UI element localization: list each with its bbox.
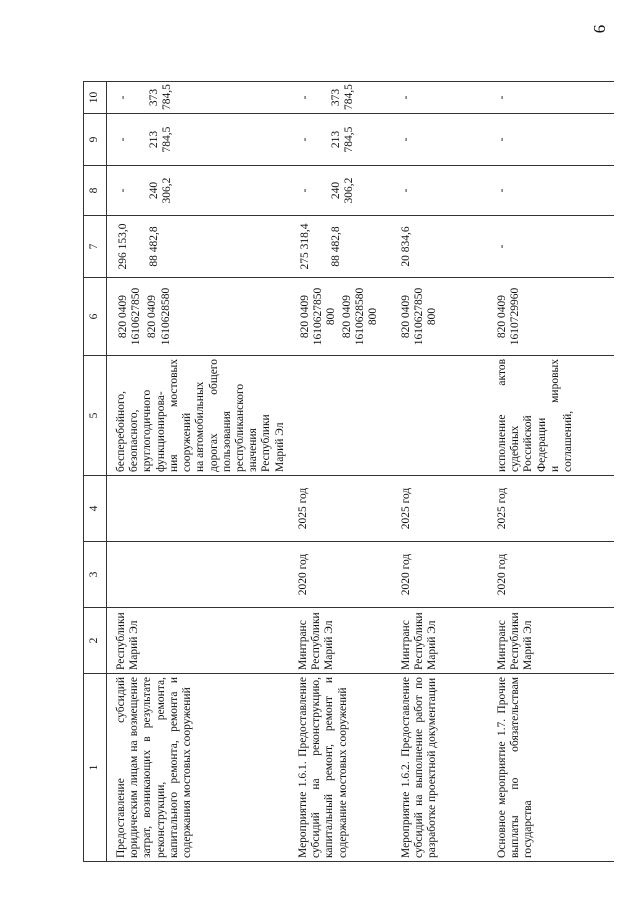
amount-cell-2020: -	[486, 216, 614, 278]
amount: -	[298, 188, 311, 193]
amount: 213 784,5	[148, 126, 174, 153]
amount-cell-2023: -	[390, 82, 486, 114]
result-cell	[287, 356, 390, 476]
amount-cell-2021	[287, 166, 390, 216]
start-year-cell: 2020 год	[486, 542, 614, 608]
amount-cell-2020	[287, 216, 390, 278]
activity-description: Мероприятие 1.6.2. Предоставление субсидий на выполнение работ по разработке проектной документации	[390, 674, 486, 862]
header-cell: 2	[84, 608, 107, 674]
end-year-cell: 2025 год	[287, 476, 390, 542]
executor-cell: Минтранс Республики Марий Эл	[287, 608, 390, 674]
result-line: исполнение актов	[495, 359, 508, 472]
table-row	[287, 82, 390, 862]
budget-code-cell	[287, 278, 390, 356]
result-line: дорогах общего	[207, 359, 220, 472]
budget-code-cell	[107, 278, 287, 356]
amount: 296 153,0	[117, 223, 129, 270]
amount-cell-2020	[107, 216, 287, 278]
program-table	[83, 81, 614, 862]
result-line: безопасного,	[128, 409, 141, 472]
amount-cell-2020: 20 834,6	[390, 216, 486, 278]
end-year-cell: 2025 год	[486, 476, 614, 542]
executor-cell: Республики Марий Эл	[107, 608, 287, 674]
amount: 240 306,2	[148, 177, 174, 204]
amount-cell-2022	[287, 114, 390, 166]
start-year-cell: 2020 год	[390, 542, 486, 608]
amount: -	[298, 137, 311, 142]
header-cell: 3	[84, 542, 107, 608]
result-line: круглогодичного	[141, 389, 154, 472]
budget-code-cell: 820 0409 1610627850 800	[390, 278, 486, 356]
result-line: и мировых	[548, 359, 561, 472]
result-line: Федерации	[535, 417, 548, 472]
page-number: 9	[590, 24, 609, 34]
amount-cell-2023: -	[486, 82, 614, 114]
amount: 88 482,8	[330, 226, 343, 267]
budget-code-cell: 820 0409 1610729960	[486, 278, 614, 356]
amount: 373 784,5	[148, 84, 174, 110]
start-year-cell	[107, 542, 287, 608]
result-line: ния мостовых	[167, 359, 180, 472]
result-line: соглашений,	[561, 410, 574, 472]
amount: 88 482,8	[148, 226, 161, 267]
amount: 213 784,5	[330, 126, 356, 153]
activity-description: Мероприятие 1.6.1. Предоставление субсидий на реконструкцию, капитальный ремонт, ремонт и содержание мостовых сооружений	[287, 674, 390, 862]
amount: -	[117, 137, 129, 142]
budget-code: 820 0409 1610628580 800	[340, 287, 379, 346]
header-cell: 9	[84, 114, 107, 166]
result-cell	[390, 356, 486, 476]
rotated-table-wrapper	[83, 82, 603, 862]
result-cell	[486, 356, 614, 476]
amount: -	[117, 95, 129, 100]
executor-cell: Минтранс Республики Марий Эл	[390, 608, 486, 674]
result-line: Марий Эл	[273, 422, 286, 472]
result-line: на автомобильных	[194, 381, 207, 472]
activity-description: Предоставление субсидий юридическим лицам на возмещение затрат, возникающих в результате реконструкции, ремонта, капитального ремонта, ремонта и содержания мостовых сооружений	[107, 674, 287, 862]
header-cell: 7	[84, 216, 107, 278]
budget-code: 820 0409 1610627850	[117, 287, 143, 346]
activity-description: Основное мероприятие 1.7. Прочие выплаты по обязательствам государства	[486, 674, 614, 862]
amount-cell-2021: -	[390, 166, 486, 216]
amount-cell-2021	[107, 166, 287, 216]
result-cell	[107, 356, 287, 476]
amount-cell-2023	[107, 82, 287, 114]
amount-cell-2022: -	[486, 114, 614, 166]
budget-code: 820 0409 1610628580	[146, 287, 172, 346]
amount: 240 306,2	[330, 177, 356, 204]
header-row	[84, 82, 107, 862]
header-cell: 4	[84, 476, 107, 542]
header-cell: 5	[84, 356, 107, 476]
amount: -	[117, 188, 129, 193]
result-line: судебных	[509, 425, 522, 472]
amount-cell-2022	[107, 114, 287, 166]
result-line: Республики	[260, 414, 273, 472]
amount-cell-2023	[287, 82, 390, 114]
executor-cell: Минтранс Республики Марий Эл	[486, 608, 614, 674]
amount: 275 318,4	[298, 223, 311, 270]
start-year-cell: 2020 год	[287, 542, 390, 608]
table-row	[107, 82, 287, 862]
amount-cell-2022: -	[390, 114, 486, 166]
amount: 373 784,5	[330, 84, 356, 110]
budget-code: 820 0409 1610627850 800	[298, 287, 338, 346]
result-line: республиканского	[233, 383, 246, 472]
header-cell: 10	[84, 82, 107, 114]
table-row	[486, 82, 614, 862]
header-cell: 6	[84, 278, 107, 356]
result-line: сооружений	[181, 412, 194, 472]
table-row	[390, 82, 486, 862]
result-line: функционирова-	[154, 391, 167, 472]
end-year-cell: 2025 год	[390, 476, 486, 542]
amount-cell-2021: -	[486, 166, 614, 216]
result-line: значения	[247, 428, 260, 472]
amount: -	[298, 95, 311, 100]
result-line: пользования	[220, 411, 233, 472]
end-year-cell	[107, 476, 287, 542]
result-line: бесперебойного,	[115, 390, 127, 472]
result-line: Российской	[522, 415, 535, 472]
header-cell: 1	[84, 674, 107, 862]
header-cell: 8	[84, 166, 107, 216]
